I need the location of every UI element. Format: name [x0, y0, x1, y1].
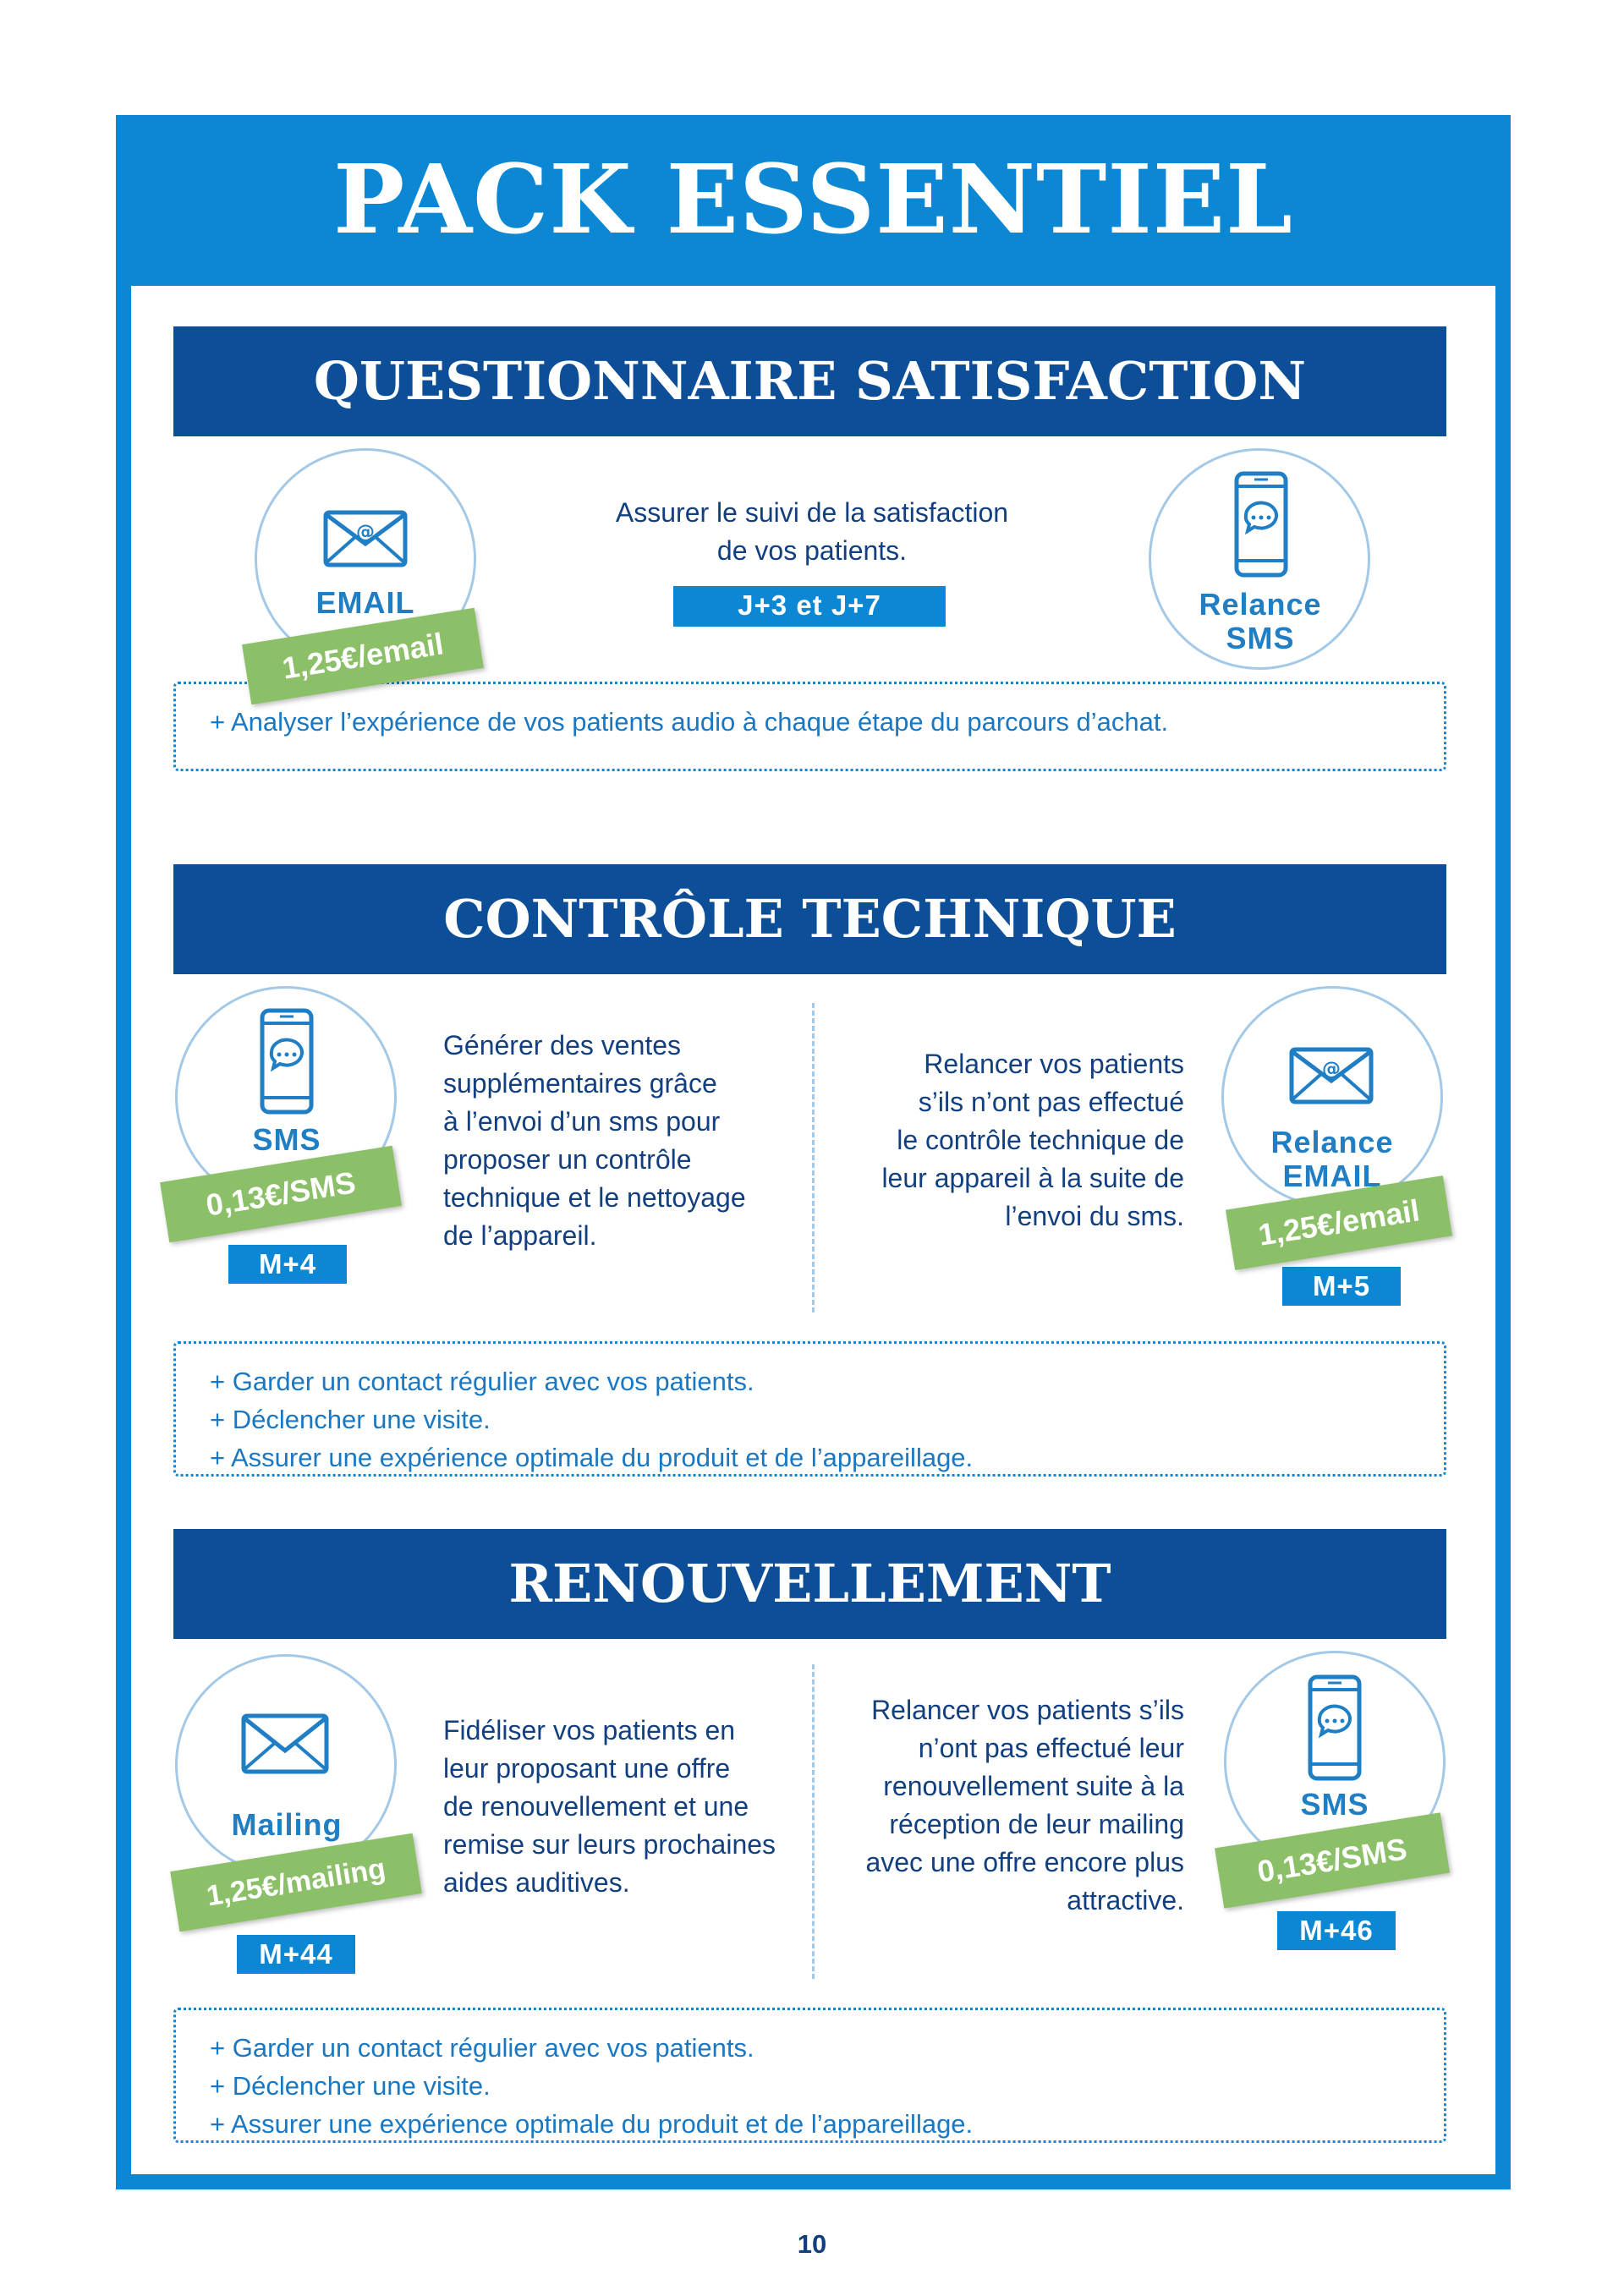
benefit-item: + Assurer une expérience optimale du produit et de l’appareillage.	[210, 2109, 974, 2139]
benefit-item: + Analyser l’expérience de vos patients audio à chaque étape du parcours d’achat.	[210, 707, 1169, 737]
timing-tag-questionnaire: J+3 et J+7	[673, 586, 946, 627]
description-line: Relancer vos patients s’ils	[871, 1695, 1184, 1725]
description-line: n’ont pas effectué leur	[918, 1733, 1184, 1763]
renouvellement-right-description	[812, 1691, 1184, 1920]
description-line: proposer un contrôle	[443, 1144, 692, 1175]
sms-relaunch-label	[1159, 588, 1362, 655]
svg-text:@: @	[356, 522, 375, 543]
sms-renouvellement-label: SMS	[1300, 1787, 1369, 1822]
description-line: Relancer vos patients	[924, 1049, 1184, 1079]
description-line: leur appareil à la suite de	[881, 1163, 1184, 1193]
section-title-controle: CONTRÔLE TECHNIQUE	[173, 864, 1446, 974]
phone-chat-icon	[1308, 1674, 1362, 1781]
timing-tag-m4: M+4	[228, 1245, 347, 1284]
timing-tag-m44: M+44	[237, 1935, 355, 1974]
email-price-badge: 1,25€/email	[242, 608, 484, 705]
description-line: de l’appareil.	[443, 1220, 597, 1251]
timing-tag-m5: M+5	[1282, 1267, 1401, 1306]
description-line: avec une offre encore plus	[865, 1847, 1184, 1877]
sms-price-badge: 0,13€/SMS	[160, 1146, 402, 1243]
description-line: leur proposant une offre	[443, 1753, 731, 1784]
controle-left-description	[443, 1027, 798, 1255]
timing-tag-m46: M+46	[1277, 1911, 1396, 1950]
mailing-price-badge: 1,25€/mailing	[170, 1833, 422, 1932]
email-relaunch-price-badge: 1,25€/email	[1226, 1175, 1452, 1270]
channel-label-line: Relance	[1199, 587, 1322, 622]
description-line: supplémentaires grâce	[443, 1068, 717, 1099]
section-title-renouvellement: RENOUVELLEMENT	[173, 1529, 1446, 1639]
sms-renouvellement-price-badge: 0,13€/SMS	[1215, 1812, 1450, 1908]
description-line: Générer des ventes	[443, 1030, 682, 1060]
mailing-channel-label: Mailing	[231, 1807, 343, 1842]
benefit-item: + Assurer une expérience optimale du produit et de l’appareillage.	[210, 1443, 974, 1472]
envelope-icon	[241, 1713, 329, 1774]
sms-channel-label: SMS	[252, 1122, 321, 1157]
benefits-box-controle	[173, 1341, 1446, 1477]
description-line: attractive.	[1067, 1885, 1184, 1915]
page-number: 10	[797, 2229, 827, 2259]
channel-label-line: EMAIL	[1282, 1159, 1382, 1193]
benefits-box-renouvellement	[173, 2008, 1446, 2143]
benefit-item: + Déclencher une visite.	[210, 1405, 491, 1434]
description-line: le contrôle technique de	[897, 1125, 1184, 1155]
channel-label-line: Relance	[1270, 1125, 1394, 1159]
page-title: PACK ESSENTIEL	[116, 115, 1511, 286]
svg-text:@: @	[1322, 1059, 1341, 1080]
section-title-questionnaire: QUESTIONNAIRE SATISFACTION	[173, 326, 1446, 436]
description-line: de renouvellement et une	[443, 1791, 749, 1822]
description-line: Assurer le suivi de la satisfaction	[615, 497, 1009, 528]
description-line: réception de leur mailing	[889, 1809, 1184, 1839]
description-line: renouvellement suite à la	[883, 1771, 1184, 1801]
description-line: Fidéliser vos patients en	[443, 1715, 736, 1745]
phone-chat-icon	[1234, 471, 1288, 578]
description-line: aides auditives.	[443, 1867, 630, 1898]
description-line: s’ils n’ont pas effectué	[918, 1087, 1184, 1117]
questionnaire-description	[558, 494, 1066, 570]
channel-label-line: SMS	[1226, 621, 1295, 655]
renouvellement-left-description	[443, 1712, 815, 1902]
description-line: remise sur leurs prochaines	[443, 1829, 776, 1860]
envelope-icon	[323, 510, 408, 567]
envelope-icon	[1289, 1047, 1374, 1104]
benefits-box-questionnaire	[173, 682, 1446, 771]
description-line: de vos patients.	[716, 535, 908, 566]
controle-right-description	[829, 1045, 1184, 1236]
column-divider	[812, 1003, 815, 1312]
benefit-item: + Garder un contact régulier avec vos patients.	[210, 1367, 754, 1396]
description-line: technique et le nettoyage	[443, 1182, 746, 1213]
description-line: l’envoi du sms.	[1005, 1201, 1184, 1231]
phone-chat-icon	[260, 1008, 314, 1115]
email-channel-label: EMAIL	[315, 585, 415, 620]
description-line: à l’envoi d’un sms pour	[443, 1106, 721, 1137]
benefit-item: + Garder un contact régulier avec vos patients.	[210, 2033, 754, 2063]
benefit-item: + Déclencher une visite.	[210, 2071, 491, 2101]
